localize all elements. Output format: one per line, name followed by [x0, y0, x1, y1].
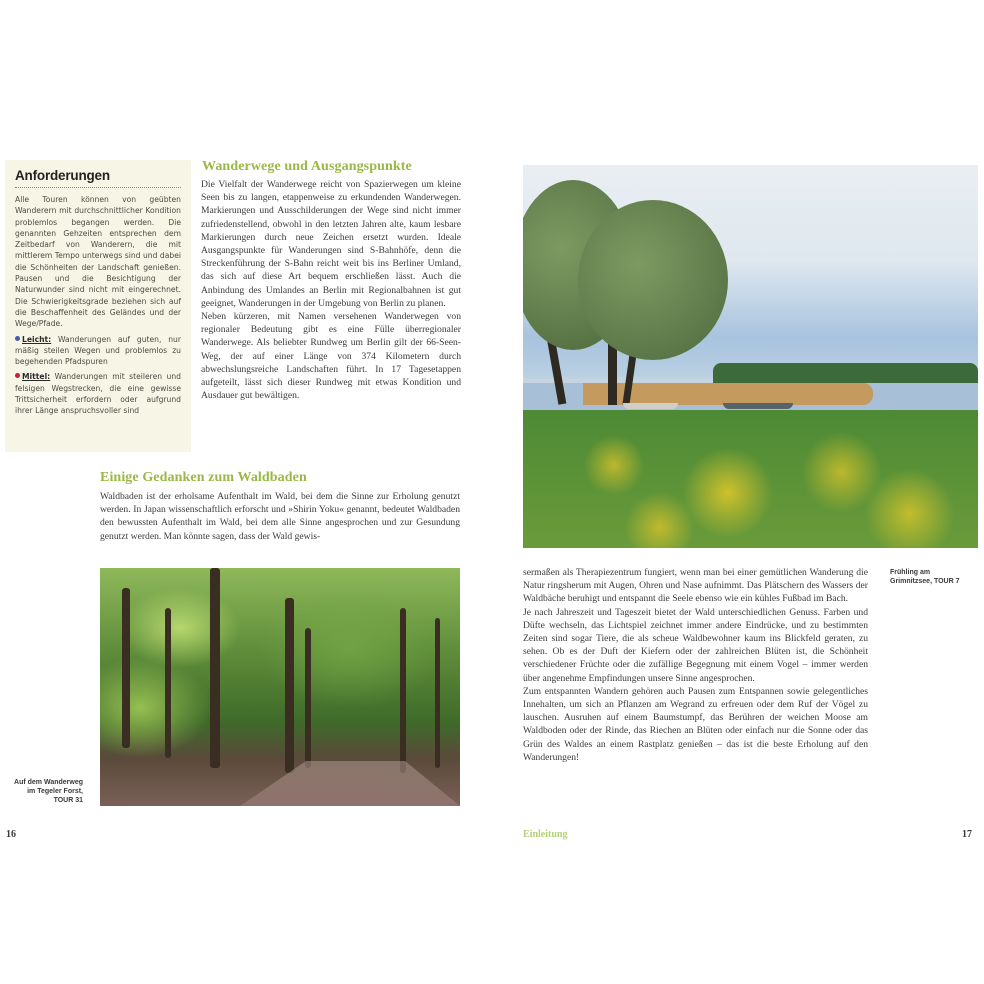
section-heading-trails: Wanderwege und Ausgangspunkte: [202, 159, 412, 174]
difficulty-text: Wanderungen mit steileren und felsigen Wegstrecken, die eine gewisse Trittsicherheit erfordern oder aufgrund ihrer Länge anspruchsvoller sind: [15, 372, 181, 416]
sidebar-intro: Alle Touren können von geübten Wanderern mit durchschnittlicher Kondition problemlos begangen werden. Die genannten Gehzeiten entsprechen dem Zeitbedarf von Wanderern, die mit mittlerem Tempo unterwegs sind und dabei die Schönheiten der Landschaft genießen. Pausen und die Besichtigung der Naturwunder sind nicht mit eingerechnet. Die Schwierigkeitsgrade beziehen sich auf die Beschaffenheit des Geländes und der Wege/Pfade.: [15, 195, 181, 329]
page-number-left: 16: [6, 829, 16, 840]
right-body-text: [523, 566, 868, 764]
section-body-forest-bathing: [100, 490, 460, 543]
paragraph: Zum entspannten Wandern gehören auch Pausen zum Entspannen sowie gelegentliches Innehalten, um sich an Pflanzen am Wegrand zu erfreuen oder dem Ruf der Vögel zu lauschen. Ausruhen auf einem Baumstumpf, das Berühren der weichen Moose am Waldboden oder der Rinde, das Riechen an Blüten oder einfach nur die Sonne oder das Grün des Waldes an einem Rastplatz genießen – das ist die beste Erholung auf den Wanderungen!: [523, 685, 868, 763]
difficulty-medium: [15, 371, 181, 416]
red-bullet-icon: [15, 373, 20, 378]
difficulty-label: Leicht:: [22, 334, 52, 344]
paragraph: Die Vielfalt der Wanderwege reicht von Spazierwegen um kleine Seen bis zu langen, etappenweise zu erkundenden Wanderwegen. Markierungen und Ausschilderungen der Wege sind nicht immer zufriedenstellend, obwohl in den letzten Jahren alte, kaum lesbare Markierungen durch neue Zeichen ersetzt wurden. Ideale Ausgangspunkte für Wanderungen sind S-Bahnhöfe, denn die Streckenführung der S-Bahn reicht weit bis ins Berliner Umland, das sich auf diese Art bequem erschließen lässt. Auch die Anbindung des Umlandes an Berlin mit Regionalbahnen ist gut geeignet, Wanderungen in der Umgebung von Berlin zu planen.: [201, 179, 461, 309]
forest-path: [240, 761, 460, 806]
difficulty-text: Wanderungen auf guten, nur mäßig steilen Wegen und problemlos zu begehenden Pfadspuren: [15, 334, 181, 367]
requirements-sidebar: [5, 160, 191, 452]
lake-meadow-photo: [523, 165, 978, 548]
paragraph: Neben kürzeren, mit Namen versehenen Wanderwegen von regionaler Bedeutung gibt es eine Fülle überregionaler Wanderwege. Als beliebter Rundweg um Berlin gilt der 66-Seen-Weg, der auf einer Länge von 374 Kilometern durch abwechslungsreiche Landschaften führt. In 17 Tagesetappen aufgeteilt, lässt sich dieser Rundweg mit etwas Kondition und Ausdauer gut bewältigen.: [201, 311, 461, 402]
paragraph: Je nach Jahreszeit und Tageszeit bietet der Wald unterschiedlichen Genuss. Farben und Düfte wechseln, das Lichtspiel zeichnet immer andere Eindrücke, und zu bestimmten Zeiten sind sogar Tiere, die als scheue Waldbewohner kaum ins Blickfeld geraten, zu sehen. Ob es der Duft der Kiefern oder der zahlreichen Blüten ist, die Schönheit verschiedener Früchte oder die zufällige Begegnung mit einem Vogel – immer werden über angenehme Empfindungen unsere Sinne angesprochen.: [523, 606, 868, 684]
paragraph: Waldbaden ist der erholsame Aufenthalt im Wald, bei dem die Sinne zur Erholung genutzt werden. In Japan wissenschaftlich erforscht und »Shirin Yoku« genannt, bedeutet Waldbaden den bewussten Aufenthalt im Wald, bei dem alle Sinne angesprochen und zur Gesundung genutzt werden. Man könnte sagen, dass der Wald gewis-: [100, 491, 460, 542]
section-heading-forest-bathing: Einige Gedanken zum Waldbaden: [100, 470, 307, 485]
running-head: Einleitung: [523, 829, 568, 840]
blue-bullet-icon: [15, 336, 20, 341]
difficulty-label: Mittel:: [22, 372, 51, 382]
forest-photo-caption: Auf dem Wanderweg im Tegeler Forst, TOUR 31: [14, 779, 83, 804]
paragraph: sermaßen als Therapiezentrum fungiert, wenn man bei einer gemütlichen Wanderung die Natur ringsherum mit Augen, Ohren und Nase aufnimmt. Das Plätschern des Wassers der Waldbäche beruhigt und entspannt die Seele ebenso wie ein kühles Fußbad im Bach.: [523, 567, 868, 605]
lake-photo-caption: Frühling am Grimnitzsee, TOUR 7: [890, 569, 960, 585]
page-number-right: 17: [962, 829, 972, 840]
forest-path-photo: [100, 568, 460, 806]
flower-meadow: [523, 410, 978, 548]
right-page: [492, 0, 984, 984]
section-body-trails: [201, 178, 461, 402]
difficulty-easy: [15, 334, 181, 368]
sidebar-title: Anforderungen: [15, 168, 181, 188]
